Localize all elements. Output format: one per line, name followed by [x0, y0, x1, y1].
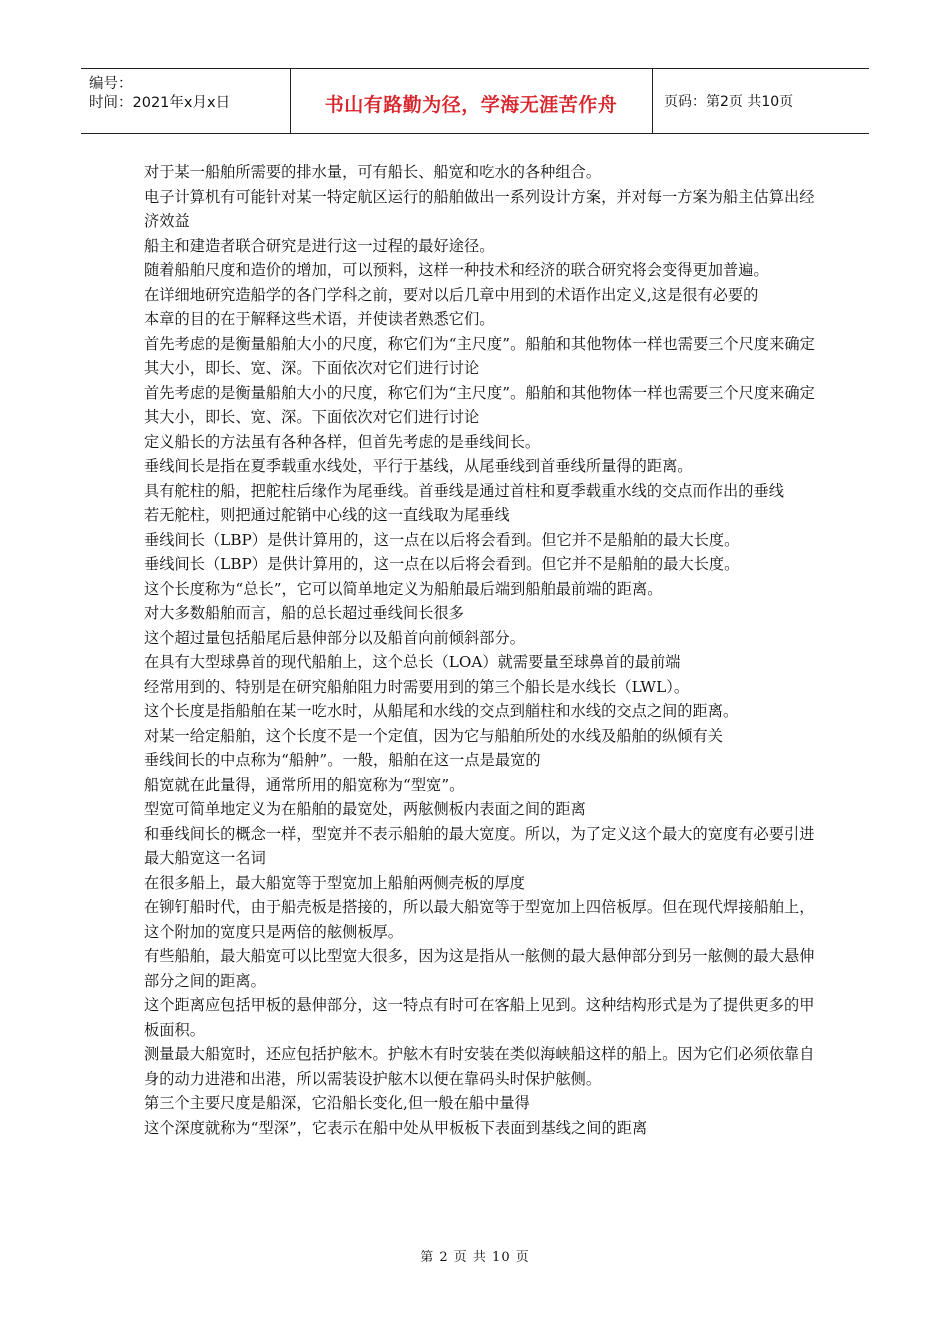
document-number-label: 编号：	[89, 76, 133, 92]
paragraph: 若无舵柱，则把通过舵销中心线的这一直线取为尾垂线	[144, 506, 510, 524]
paragraph: 经常用到的、特别是在研究船舶阻力时需要用到的第三个船长是水线长（LWL）。	[144, 677, 690, 696]
paragraph: 在铆钉船时代，由于船壳板是搭接的，所以最大船宽等于型宽加上四倍板厚。但在现代焊接船舶上，这个附加的宽度只是两倍的舷侧板厚。	[144, 898, 815, 941]
header-motto: 书山有路勤为径，学海无涯苦作舟	[324, 93, 618, 116]
paragraph: 垂线间长是指在夏季载重水线处，平行于基线，从尾垂线到首垂线所量得的距离。	[144, 457, 693, 475]
paragraph: 对于某一船舶所需要的排水量，可有船长、船宽和吃水的各种组合。	[144, 163, 602, 181]
paragraph: 这个长度称为“总长”，它可以简单地定义为船舶最后端到船舶最前端的距离。	[144, 579, 663, 598]
header-meta	[89, 75, 230, 113]
document-time-label: 时间：2021年x月x日	[89, 95, 231, 111]
paragraph: 型宽可简单地定义为在船舶的最宽处，两舷侧板内表面之间的距离	[144, 800, 586, 818]
paragraph: 这个距离应包括甲板的悬伸部分，这一特点有时可在客船上见到。这种结构形式是为了提供更多的甲板面积。	[144, 996, 815, 1039]
paragraph: 垂线间长（LBP）是供计算用的，这一点在以后将会看到。但它并不是船舶的最大长度。	[144, 555, 740, 573]
paragraph: 和垂线间长的概念一样，型宽并不表示船舶的最大宽度。所以，为了定义这个最大的宽度有必要引进最大船宽这一名词	[144, 824, 815, 867]
paragraph: 测量最大船宽时，还应包括护舷木。护舷木有时安装在类似海峡船这样的船上。因为它们必须依靠自身的动力进港和出港，所以需装设护舷木以便在靠码头时保护舷侧。	[144, 1045, 815, 1088]
paragraph: 对大多数船舶而言，船的总长超过垂线间长很多	[144, 604, 464, 622]
paragraph: 定义船长的方法虽有各种各样，但首先考虑的是垂线间长。	[144, 432, 541, 451]
paragraph: 第三个主要尺度是船深，它沿船长变化,但一般在船中量得	[144, 1094, 530, 1112]
page-header	[81, 68, 869, 134]
paragraph: 首先考虑的是衡量船舶大小的尺度，称它们为“主尺度”。船舶和其他物体一样也需要三个尺度来确定其大小，即长、宽、深。下面依次对它们进行讨论	[144, 334, 815, 377]
paragraph: 这个超过量包括船尾后悬伸部分以及船首向前倾斜部分。	[144, 628, 525, 647]
paragraph: 本章的目的在于解释这些术语，并使读者熟悉它们。	[144, 310, 495, 328]
paragraph: 有些船舶，最大船宽可以比型宽大很多，因为这是指从一舷侧的最大悬伸部分到另一舷侧的最大悬伸部分之间的距离。	[144, 947, 815, 990]
document-body	[144, 160, 816, 1140]
paragraph: 首先考虑的是衡量船舶大小的尺度，称它们为“主尺度”。船舶和其他物体一样也需要三个尺度来确定其大小，即长、宽、深。下面依次对它们进行讨论	[144, 383, 815, 426]
paragraph: 垂线间长的中点称为“船舯”。一般，船舶在这一点是最宽的	[144, 751, 541, 769]
paragraph: 随着船舶尺度和造价的增加，可以预料，这样一种技术和经济的联合研究将会变得更加普遍。	[144, 261, 769, 279]
paragraph: 垂线间长（LBP）是供计算用的，这一点在以后将会看到。但它并不是船舶的最大长度。	[144, 530, 740, 549]
page-footer: 第 2 页 共 10 页	[420, 1250, 530, 1265]
header-page-info: 页码：第2页 共10页	[664, 94, 794, 110]
paragraph: 电子计算机有可能针对某一特定航区运行的船舶做出一系列设计方案，并对每一方案为船主估算出经济效益	[144, 187, 815, 230]
paragraph: 在详细地研究造船学的各门学科之前，要对以后几章中用到的术语作出定义,这是很有必要的	[144, 285, 759, 304]
paragraph: 具有舵柱的船，把舵柱后缘作为尾垂线。首垂线是通过首柱和夏季载重水线的交点而作出的垂线	[144, 481, 784, 500]
paragraph: 在具有大型球鼻首的现代船舶上，这个总长（LOA）就需要量至球鼻首的最前端	[144, 653, 681, 671]
paragraph: 船主和建造者联合研究是进行这一过程的最好途径。	[144, 236, 495, 255]
paragraph: 船宽就在此量得，通常所用的船宽称为“型宽”。	[144, 775, 465, 794]
paragraph: 这个长度是指船舶在某一吃水时，从船尾和水线的交点到艏柱和水线的交点之间的距离。	[144, 702, 739, 720]
header-divider-right	[652, 69, 653, 133]
paragraph: 在很多船上，最大船宽等于型宽加上船舶两侧壳板的厚度	[144, 873, 525, 892]
paragraph: 这个深度就称为“型深”，它表示在船中处从甲板板下表面到基线之间的距离	[144, 1118, 648, 1137]
paragraph: 对某一给定船舶，这个长度不是一个定值，因为它与船舶所处的水线及船舶的纵倾有关	[144, 726, 724, 745]
